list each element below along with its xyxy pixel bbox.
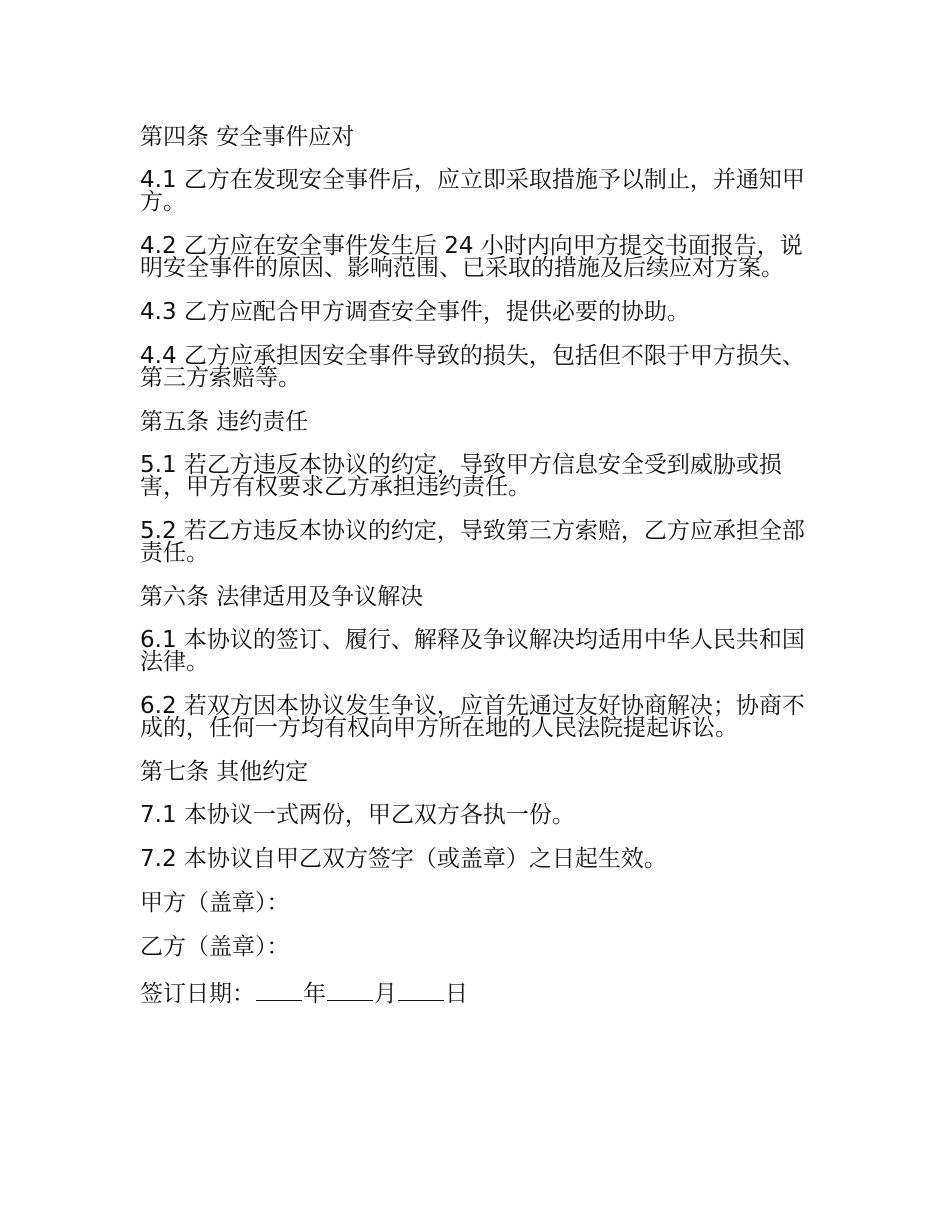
clause-4-3: 4.3 乙方应配合甲方调查安全事件，提供必要的协助。 — [140, 299, 690, 325]
month-label: 月 — [374, 981, 397, 1007]
article-5-heading: 第五条 违约责任 — [140, 409, 309, 435]
day-blank — [398, 980, 444, 1001]
day-label: 日 — [445, 981, 468, 1007]
article-6-heading: 第六条 法律适用及争议解决 — [140, 584, 424, 610]
clause-7-1: 7.1 本协议一式两份，甲乙双方各执一份。 — [140, 802, 575, 828]
article-7-heading: 第七条 其他约定 — [140, 759, 309, 785]
signing-date-label: 签订日期： — [140, 981, 255, 1007]
clause-7-2: 7.2 本协议自甲乙双方签字（或盖章）之日起生效。 — [140, 846, 667, 872]
clause-5-1: 5.1 若乙方违反本协议的约定，导致甲方信息安全受到威胁或损害，甲方有权要求乙方承担违约责任。 — [140, 452, 782, 500]
clause-5-2: 5.2 若乙方违反本协议的约定，导致第三方索赔，乙方应承担全部责任。 — [140, 518, 805, 566]
clause-4-4: 4.4 乙方应承担因安全事件导致的损失，包括但不限于甲方损失、第三方索赔等。 — [140, 343, 805, 391]
clause-4-1: 4.1 乙方在发现安全事件后，应立即采取措施予以制止，并通知甲方。 — [140, 167, 805, 215]
clause-6-2: 6.2 若双方因本协议发生争议，应首先通过友好协商解决；协商不成的，任何一方均有权向甲方所在地的人民法院提起诉讼。 — [140, 693, 805, 741]
document-page — [140, 126, 812, 1027]
year-label: 年 — [303, 981, 326, 1007]
year-blank — [256, 980, 302, 1001]
month-blank — [327, 980, 373, 1001]
clause-4-2: 4.2 乙方应在安全事件发生后 24 小时内向甲方提交书面报告，说明安全事件的原因、影响范围、已采取的措施及后续应对方案。 — [140, 233, 803, 281]
clause-6-1: 6.1 本协议的签订、履行、解释及争议解决均适用中华人民共和国法律。 — [140, 627, 805, 675]
article-4-heading: 第四条 安全事件应对 — [140, 124, 355, 150]
party-b-seal-label: 乙方（盖章）： — [140, 934, 290, 960]
signing-date-line — [140, 980, 812, 1005]
party-a-seal-label: 甲方（盖章）： — [140, 890, 290, 916]
